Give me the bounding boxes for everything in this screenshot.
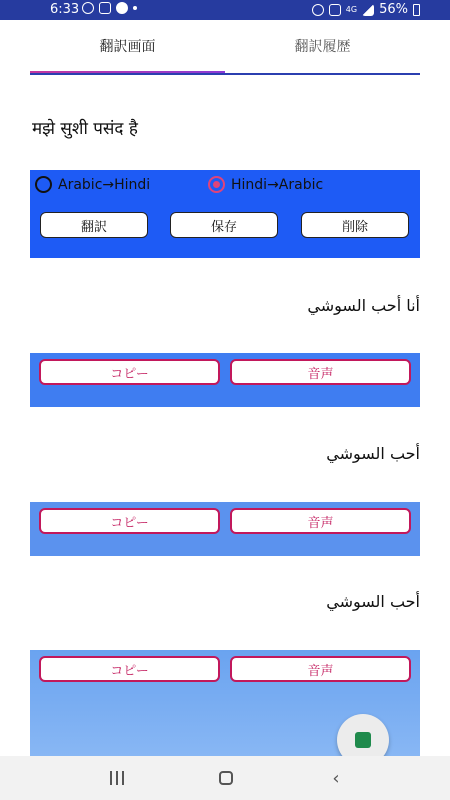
radio-label: Hindi→Arabic [231, 176, 324, 193]
copy-button[interactable]: コピー [39, 508, 220, 534]
tab-translate[interactable]: 翻訳画面 [99, 39, 156, 55]
radio-checked-icon [208, 176, 225, 193]
radio-label: Arabic→Hindi [58, 176, 151, 193]
mute-icon [329, 4, 341, 16]
voice-button[interactable]: 音声 [230, 508, 411, 534]
recents-icon [110, 771, 124, 785]
source-text[interactable]: मझे सुशी पसंद है [32, 119, 138, 139]
status-time: 6:33 [50, 2, 80, 17]
result-actions [30, 353, 420, 407]
home-icon [219, 771, 233, 785]
signal-icon [362, 4, 374, 16]
result-text: أنا أحب السوشي [307, 296, 420, 315]
radio-arabic-to-hindi[interactable] [35, 176, 150, 193]
voice-button[interactable]: 音声 [230, 359, 411, 385]
battery-icon [413, 4, 420, 16]
copy-button[interactable]: コピー [39, 359, 220, 385]
back-icon: ‹ [332, 767, 340, 789]
mail-icon [99, 2, 111, 14]
delete-button[interactable]: 削除 [301, 212, 409, 238]
translate-button[interactable]: 翻訳 [40, 212, 148, 238]
tab-divider [30, 73, 420, 75]
tab-bar [30, 20, 420, 75]
home-button[interactable] [211, 766, 241, 790]
network-type: 4G [345, 5, 358, 14]
facebook-icon [116, 2, 128, 14]
tab-history[interactable]: 翻訳履歴 [294, 39, 351, 55]
notification-icons [82, 2, 137, 14]
voice-button[interactable]: 音声 [230, 656, 411, 682]
translate-app-icon [355, 732, 371, 748]
radio-hindi-to-arabic[interactable] [208, 176, 323, 193]
result-text: أحب السوشي [326, 592, 420, 611]
system-icons [312, 2, 420, 17]
globe-icon [82, 2, 94, 14]
result-text: أحب السوشي [326, 444, 420, 463]
radio-unchecked-icon [35, 176, 52, 193]
back-button[interactable] [321, 766, 351, 790]
copy-button[interactable]: コピー [39, 656, 220, 682]
translate-screen [30, 20, 420, 756]
status-bar [0, 0, 450, 20]
alarm-icon [312, 4, 324, 16]
navigation-bar [0, 756, 450, 800]
control-panel [30, 170, 420, 258]
recents-button[interactable] [102, 766, 132, 790]
dot-icon [133, 6, 137, 10]
result-actions [30, 502, 420, 556]
battery-level: 56% [379, 2, 408, 17]
save-button[interactable]: 保存 [170, 212, 278, 238]
